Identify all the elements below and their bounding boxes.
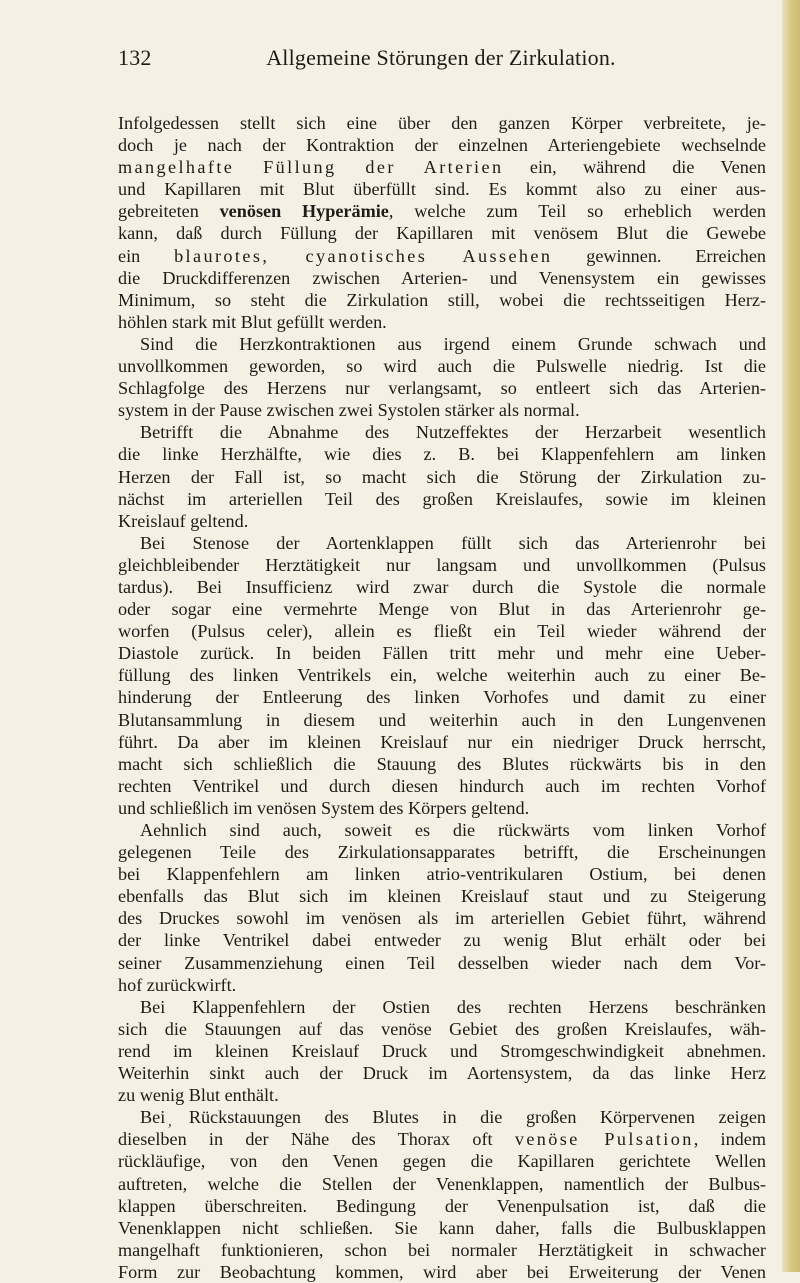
text-line [118,443,766,465]
text-line [118,488,766,510]
text-line [118,311,766,333]
text-run: doch je nach der Kontraktion der einzelnen Arteriengebiete wechselnde [118,135,766,156]
text-line [118,178,766,200]
text-run: , welche zum Teil so erheblich werden [388,201,766,222]
text-line [118,1150,766,1172]
text-run: Infolgedessen stellt sich eine über den ganzen Körper verbreitete, je- [118,113,766,133]
text-line [118,510,766,532]
text-run: rend im kleinen Kreislauf Druck und Stromgeschwindigkeit abnehmen. [118,1040,766,1061]
paragraph-first-line [118,996,766,1018]
text-line [118,885,766,907]
page-header [118,42,764,74]
paragraph-first-line [118,333,766,355]
text-line [118,1084,766,1106]
text-run: Bei ̦Rückstauungen des Blutes in die großen Körpervenen zeigen [140,1107,766,1128]
paragraph-first-line [118,1106,766,1128]
text-line [118,952,766,974]
text-run: oder sogar eine vermehrte Menge von Blut in das Arterienrohr ge- [118,599,766,620]
text-run: Blutansammlung in diesem und weiterhin auch in den Lungenvenen [118,709,766,730]
page-number: 132 [118,45,152,70]
text-run: worfen (Pulsus celer), allein es fließt ein Teil wieder während der [118,621,766,642]
text-run: Aehnlich sind auch, soweit es die rückwärts vom linken Vorhof [140,820,766,840]
text-line [118,355,766,377]
text-line [118,1018,766,1040]
text-line [118,112,766,134]
text-run: füllung des linken Ventrikels ein, welche weiterhin auch zu einer Be- [118,665,766,686]
text-line [118,709,766,731]
text-run: ebenfalls das Blut sich im kleinen Kreislauf staut und zu Steigerung [118,886,766,907]
text-run: rechten Ventrikel und durch diesen hindurch auch im rechten Vorhof [118,775,766,796]
text-run: hof zurückwirft. [118,974,237,995]
text-run: Venenklappen nicht schließen. Sie kann daher, falls die Bulbusklappen [118,1217,766,1238]
text-run: Herzen der Fall ist, so macht sich die Störung der Zirkulation zu- [118,466,766,487]
text-line [118,134,766,156]
text-run: bei Klappenfehlern am linken atrio-ventrikularen Ostium, bei denen [118,864,766,885]
text-run: höhlen stark mit Blut gefüllt werden. [118,311,387,332]
text-run: kann, daß durch Füllung der Kapillaren mit venösem Blut die Gewebe [118,223,766,244]
text-run: Schlagfolge des Herzens nur verlangsamt, so entleert sich das Arterien- [118,378,766,399]
text-line [118,642,766,664]
text-run: Bei Stenose der Aortenklappen füllt sich das Arterienrohr bei [140,532,766,553]
text-line [118,598,766,620]
text-run: Kreislauf geltend. [118,510,249,531]
text-run: sich die Stauungen auf das venöse Gebiet des großen Kreislaufes, wäh- [118,1018,766,1039]
text-run: gleichbleibender Herztätigkeit nur langsam und unvollkommen (Pulsus [118,554,766,575]
text-line [118,620,766,642]
text-line [118,664,766,686]
text-line [118,466,766,488]
text-run: führt. Da aber im kleinen Kreislauf nur ein niedriger Druck herrscht, [118,731,766,752]
text-line [118,841,766,863]
text-line [118,1062,766,1084]
paragraph-first-line [118,532,766,554]
text-run: Minimum, so steht die Zirkulation still, wobei die rechtsseitigen Herz- [118,289,766,310]
text-run: die linke Herzhälfte, wie dies z. B. bei Klappenfehlern am linken [118,444,766,465]
text-run: Sind die Herzkontraktionen aus irgend einem Grunde schwach und [140,333,766,354]
text-line [118,1195,766,1217]
paragraph-first-line [118,421,766,443]
text-line [118,156,766,178]
text-run: und schließlich im venösen System des Körpers geltend. [118,797,530,818]
text-line [118,200,766,222]
text-run: Weiterhin sinkt auch der Druck im Aortensystem, da das linke Herz [118,1063,766,1084]
spaced-emphasis: mangelhafte Füllung der Arterien [118,157,504,178]
text-run: dieselben in der Nähe des Thorax oft [118,1129,515,1150]
text-run: die Druckdifferenzen zwischen Arterien- und Venensystem ein gewisses [118,267,766,288]
text-run: hinderung der Entleerung des linken Vorhofes und damit zu einer [118,687,766,708]
text-run: ein, während die Venen [503,157,766,178]
text-run: system in der Pause zwischen zwei Systolen stärker als normal. [118,400,580,421]
text-run: Form zur Beobachtung kommen, wird aber bei Erweiterung der Venen [118,1261,766,1282]
text-run: auftreten, welche die Stellen der Venenklappen, namentlich der Bulbus- [118,1173,766,1194]
page-edge-shadow [782,0,800,1272]
text-run: klappen überschreiten. Bedingung der Venenpulsation ist, daß die [118,1195,766,1216]
text-line [118,1040,766,1062]
text-line [118,245,766,267]
text-run: gewinnen. Erreichen [552,245,766,266]
spaced-emphasis: blaurotes, cyanotisches Aussehen [174,245,553,266]
text-line [118,554,766,576]
text-run: gebreiteten [118,201,220,222]
text-run: rückläufige, von den Venen gegen die Kapillaren gerichtete Wellen [118,1151,766,1172]
text-run: seiner Zusammenziehung einen Teil desselben wieder nach dem Vor- [118,952,766,973]
text-run: Betrifft die Abnahme des Nutzeffektes der Herzarbeit wesentlich [140,422,766,443]
text-line [118,753,766,775]
text-line [118,775,766,797]
running-title: Allgemeine Störungen der Zirkulation. [266,45,616,70]
text-line [118,731,766,753]
text-line [118,974,766,996]
text-line [118,929,766,951]
text-line [118,863,766,885]
text-line [118,1239,766,1261]
text-line [118,377,766,399]
text-run: Bei Klappenfehlern der Ostien des rechten Herzens beschränken [140,996,766,1017]
text-run: unvollkommen geworden, so wird auch die Pulswelle niedrig. Ist die [118,356,766,377]
text-run: und Kapillaren mit Blut überfüllt sind. Es kommt also zu einer aus- [118,179,766,200]
text-run: macht sich schließlich die Stauung des Blutes rückwärts bis in den [118,753,766,774]
text-run: tardus). Bei Insufficienz wird zwar durch die Systole die normale [118,576,766,597]
text-line [118,1128,766,1150]
text-run: Diastole zurück. In beiden Fällen tritt mehr und mehr eine Ueber- [118,643,766,664]
text-line [118,907,766,929]
text-run: mangelhaft funktionieren, schon bei normaler Herztätigkeit in schwacher [118,1239,766,1260]
text-line [118,797,766,819]
text-line [118,1173,766,1195]
text-run: der linke Ventrikel dabei entweder zu wenig Blut erhält oder bei [118,930,766,951]
text-run: ein [118,245,175,266]
text-run: des Druckes sowohl im venösen als im arteriellen Gebiet führt, während [118,908,766,929]
text-line [118,1217,766,1239]
text-line [118,576,766,598]
text-run: gelegenen Teile des Zirkulationsapparates betrifft, die Erscheinungen [118,842,766,863]
text-line [118,399,766,421]
bold-term: venösen Hyperämie [219,201,389,222]
text-line [118,289,766,311]
text-run: zu wenig Blut enthält. [118,1085,279,1106]
text-line [118,222,766,244]
text-run: , indem [693,1129,766,1150]
body-text [118,112,766,1283]
text-line [118,267,766,289]
paragraph-first-line [118,819,766,841]
text-run: nächst im arteriellen Teil des großen Kreislaufes, sowie im kleinen [118,488,766,509]
text-line [118,686,766,708]
spaced-emphasis: venöse Pulsation [514,1129,694,1150]
